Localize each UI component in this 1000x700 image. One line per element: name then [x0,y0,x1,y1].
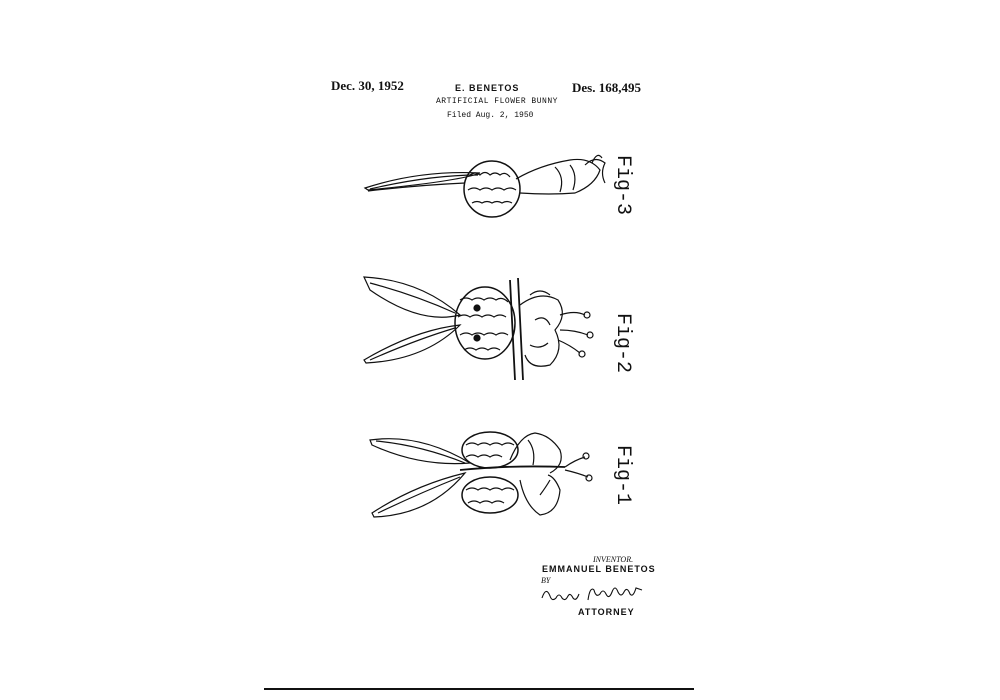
figure-1-label [611,445,634,505]
inventor-label: INVENTOR. [593,555,634,564]
figure-3-drawing [360,145,634,225]
figure-3-label [611,155,634,215]
filed-date: Filed Aug. 2, 1950 [447,111,534,120]
bottom-rule [264,688,694,690]
figure-2-label [611,313,634,373]
design-number: Des. 168,495 [572,80,641,95]
patent-title: ARTIFICIAL FLOWER BUNNY [436,97,558,106]
svg-text:Fig-2: Fig-2 [611,313,634,374]
figure-2-drawing [360,275,634,385]
attorney-signature [540,584,650,606]
attorney-label: ATTORNEY [578,607,635,617]
patent-date: Dec. 30, 1952 [331,78,404,93]
svg-text:Fig-3: Fig-3 [611,155,634,216]
figure-1-drawing [360,425,634,525]
inventor-short-name: E. BENETOS [455,83,520,93]
svg-text:Fig-1: Fig-1 [611,445,634,506]
inventor-name: EMMANUEL BENETOS [542,564,656,574]
by-label: BY [541,576,551,585]
